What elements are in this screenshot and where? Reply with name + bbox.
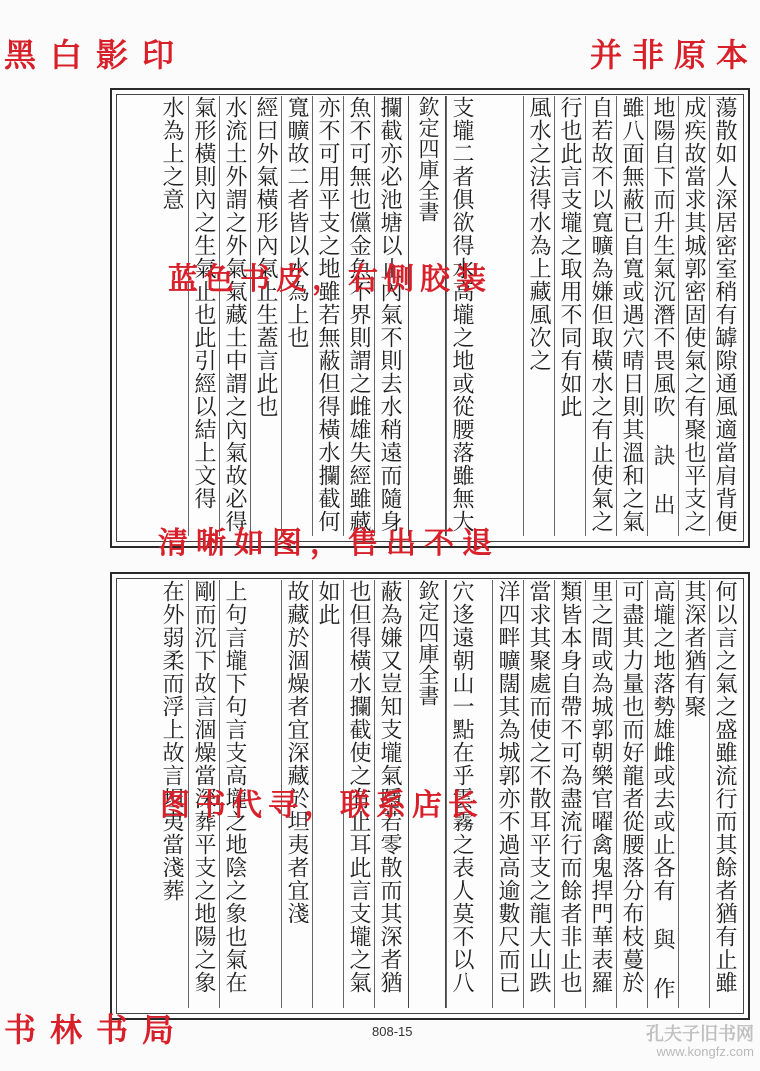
book-title-column: 欽定四庫全書: [408, 96, 446, 536]
page-number: 808-15: [372, 1024, 413, 1039]
overlay-middle-text-3: 图书代寻，联系店长: [160, 788, 484, 823]
text-column: 剛而沉下故言涸燥當深葬平支之地陽之象: [188, 580, 217, 1008]
watermark-name: 孔夫子旧书网: [646, 1024, 754, 1044]
text-column: 蔽為嫌又豈知支壠氣隱若零散而其深者猶: [374, 580, 403, 1008]
text-column: 洋四畔曠闊其為城郭亦不過高逾數尺而已: [492, 580, 521, 1008]
text-column: 穴迻遠朝山一點在乎雲霧之表人莫不以八: [446, 580, 475, 1008]
book-title-column: 欽定四庫全書: [408, 580, 446, 1008]
text-column: 當求其聚處而使之不散耳平支之龍大山跌: [523, 580, 552, 1008]
text-column: 如此: [312, 580, 341, 1008]
overlay-bottom-left-text: 书林书局: [4, 1011, 189, 1049]
text-column: 風水之法得水為上藏風次之: [523, 96, 552, 536]
text-column: 也但得橫水攔截使之有止耳此言支壠之氣: [343, 580, 372, 1008]
text-column: 亦不可用平支之地雖若無蔽但得橫水攔截何: [312, 96, 341, 536]
text-column: 里之間或為城郭朝樂官曜禽鬼捍門華表羅: [585, 580, 614, 1008]
text-column: 可盡其力量也而好龍者從腰落分布枝蔓於: [616, 580, 645, 1008]
overlay-top-left-text: 黑白影印: [4, 36, 189, 74]
text-column: 高壠之地落勢雄雌或去或止各有 與 作: [647, 580, 676, 1008]
text-column: 在外弱柔而浮上故言坦夷當淺葬: [159, 580, 184, 902]
text-column: 經曰外氣橫形內氣止生蓋言此也: [250, 96, 279, 536]
text-column: 故藏於涸燥者宜深藏於坦夷者宜淺: [281, 580, 310, 1008]
text-column: 雖八面無蔽已自寬或遇穴晴日則其溫和之氣: [616, 96, 645, 536]
text-column: 魚不可無也儻金魚不界則謂之雌雄失經雖藏: [343, 96, 372, 536]
text-column: 行也此言支壠之取用不同有如此: [554, 96, 583, 536]
text-column: 自若故不以寬曠為嫌但取橫水之有止使氣之: [585, 96, 614, 536]
text-column: 其深者猶有聚: [678, 580, 707, 1008]
text-column: 水流土外謂之外氣氣藏土中謂之內氣故必得: [219, 96, 248, 536]
text-column: 支壠二者俱欲得水高壠之地或從腰落雖無大: [446, 96, 475, 536]
text-column: 上句言壠下句言支高壠之地陰之象也氣在: [219, 580, 248, 1008]
overlay-top-right-text: 并非原本: [589, 36, 758, 74]
text-column: 氣形橫則內之生氣止也此引經以結上文得: [188, 96, 217, 536]
text-column: 攔截亦必池塘以止內氣不則去水稍遠而隨身: [374, 96, 403, 536]
overlay-middle-text-2: 清晰如图，售出不退: [158, 526, 500, 561]
text-column: 成疾故當求其城郭密固使氣之有聚也平支之: [678, 96, 707, 536]
text-column: 蕩散如人深居密室稍有罅隙通風適當肩背便: [709, 96, 738, 536]
scan-page-top: [110, 88, 750, 548]
text-column: 地陽自下而升生氣沉潛不畏風吹 訣 出: [647, 96, 676, 536]
overlay-middle-text-1: 蓝色书皮，右侧胶装: [168, 262, 492, 297]
text-column: 寬曠故二者皆以水為上也: [281, 96, 310, 536]
text-column: 水為上之意: [159, 96, 184, 211]
watermark-url: www.kongfz.com: [656, 1044, 754, 1059]
text-column: 類皆本身自帶不可為盡流行而餘者非止也: [554, 580, 583, 1008]
text-column: 何以言之氣之盛雖流行而其餘者猶有止雖: [709, 580, 738, 1008]
